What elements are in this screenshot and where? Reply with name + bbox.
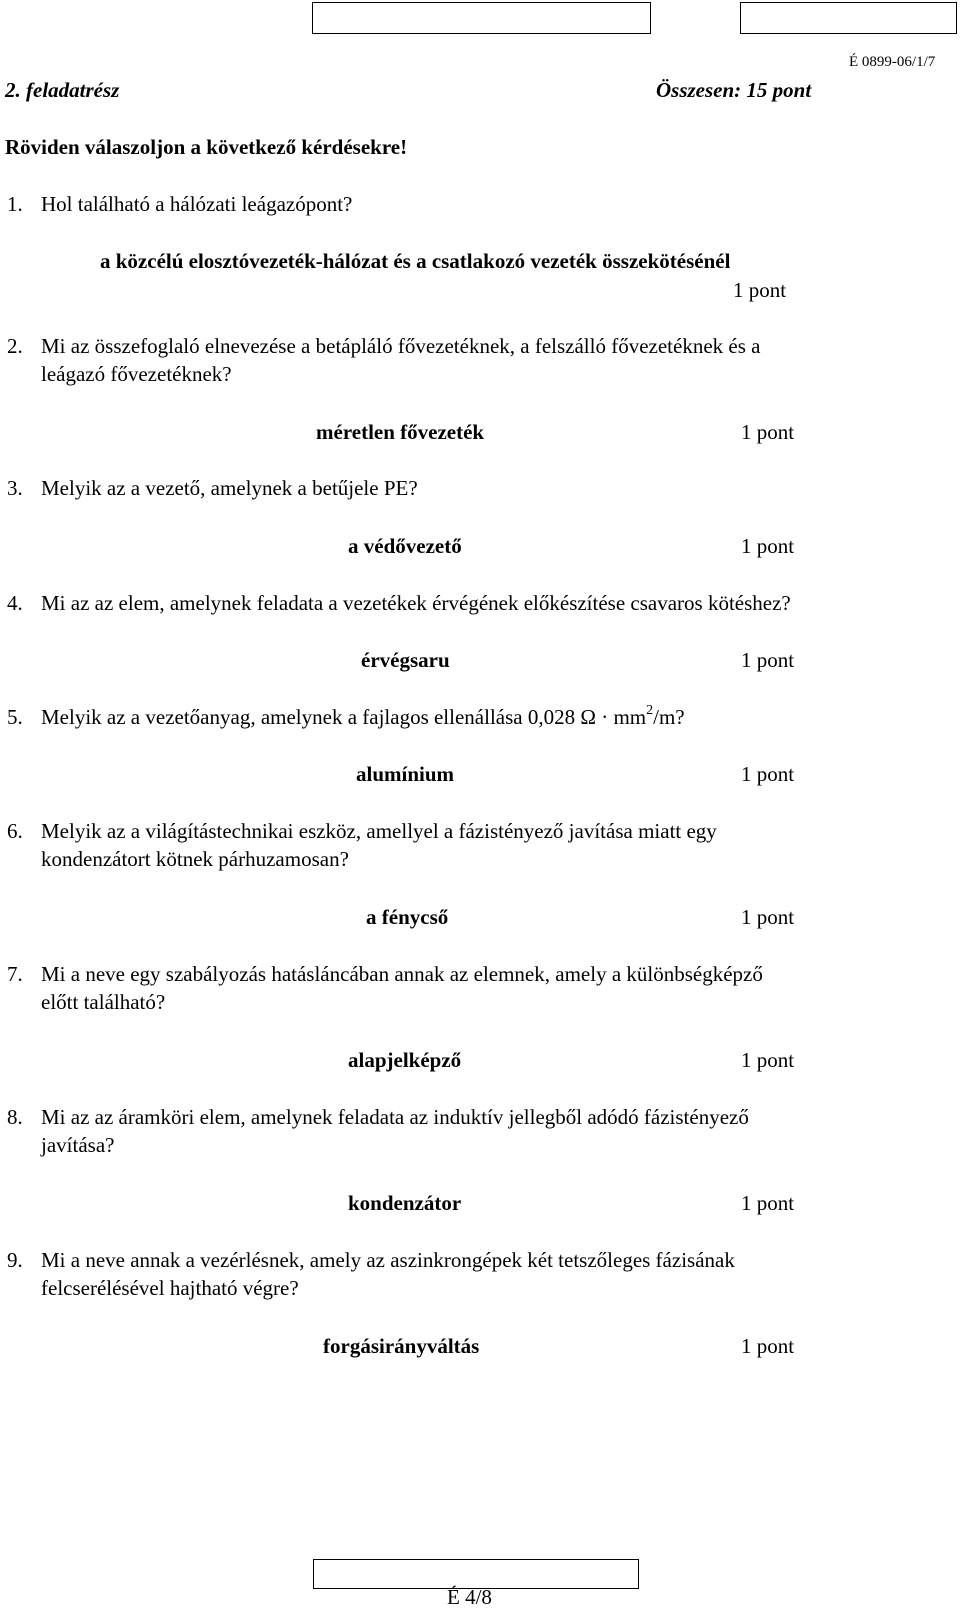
points-label: 1 pont — [741, 648, 795, 672]
answer-text: forgásirányváltás — [323, 1334, 480, 1358]
question-number: 3. — [7, 476, 23, 500]
points-label: 1 pont — [741, 1191, 795, 1215]
question-text-main: Melyik az a vezetőanyag, amelynek a fajlagos ellenállása 0,028 Ω · mm — [41, 705, 647, 729]
question-text-line-2: előtt található? — [41, 990, 166, 1014]
total-points: Összesen: 15 pont — [656, 78, 812, 102]
question-text-line-1: Melyik az a világítástechnikai eszköz, amellyel a fázistényező javítása miatt egy — [41, 819, 717, 843]
question-number: 9. — [7, 1248, 23, 1272]
answer-text: a közcélú elosztóvezeték-hálózat és a csatlakozó vezeték összekötésénél — [100, 249, 731, 273]
question-text-line-1: Mi az az áramköri elem, amelynek feladata az induktív jellegből adódó fázistényező — [41, 1105, 749, 1129]
question-number: 6. — [7, 819, 23, 843]
question-text-line-2: kondenzátort kötnek párhuzamosan? — [41, 847, 349, 871]
points-label: 1 pont — [741, 905, 795, 929]
answer-text: alumínium — [356, 762, 455, 786]
question-number: 4. — [7, 591, 23, 615]
document-code: É 0899-06/1/7 — [849, 54, 936, 70]
question-number: 1. — [7, 192, 23, 216]
question-text-unit: /m? — [653, 705, 685, 729]
header-box-left — [312, 2, 651, 34]
answer-text: a védővezető — [348, 534, 462, 558]
question-number: 5. — [7, 705, 23, 729]
instruction-text: Röviden válaszoljon a következő kérdésekre! — [5, 135, 408, 159]
points-label: 1 pont — [741, 1048, 795, 1072]
points-label: 1 pont — [741, 420, 795, 444]
question-text-line-2: felcserélésével hajtható végre? — [41, 1276, 299, 1300]
question-text: Mi az az elem, amelynek feladata a vezetékek érvégének előkészítése csavaros kötéshez? — [41, 591, 791, 615]
superscript-exponent: 2 — [646, 703, 654, 718]
points-label: 1 pont — [741, 1334, 795, 1358]
question-text-line-1: Mi az összefoglaló elnevezése a betápláló fővezetéknek, a felszálló fővezetéknek és a — [41, 334, 761, 358]
points-label: 1 pont — [741, 762, 795, 786]
question-number: 2. — [7, 334, 23, 358]
answer-text: méretlen fővezeték — [316, 420, 485, 444]
header-box-right — [740, 2, 957, 34]
answer-text: a fénycső — [366, 905, 449, 929]
question-text: Melyik az a vezető, amelynek a betűjele PE? — [41, 476, 418, 500]
answer-text: kondenzátor — [348, 1191, 462, 1215]
answer-text: alapjelképző — [348, 1048, 462, 1072]
page-number: É 4/8 — [447, 1585, 492, 1609]
question-text: Hol található a hálózati leágazópont? — [41, 192, 353, 216]
question-text-line-1: Mi a neve annak a vezérlésnek, amely az aszinkrongépek két tetszőleges fázisának — [41, 1248, 735, 1272]
points-label: 1 pont — [741, 534, 795, 558]
question-text-line-2: leágazó fővezetéknek? — [41, 362, 232, 386]
section-title: 2. feladatrész — [5, 78, 120, 102]
question-number: 7. — [7, 962, 23, 986]
answer-text: érvégsaru — [361, 648, 450, 672]
question-text-line-2: javítása? — [41, 1133, 115, 1157]
question-text-line-1: Mi a neve egy szabályozás hatásláncában annak az elemnek, amely a különbségképző — [41, 962, 763, 986]
question-number: 8. — [7, 1105, 23, 1129]
points-label: 1 pont — [733, 278, 787, 302]
question-text — [41, 703, 921, 732]
